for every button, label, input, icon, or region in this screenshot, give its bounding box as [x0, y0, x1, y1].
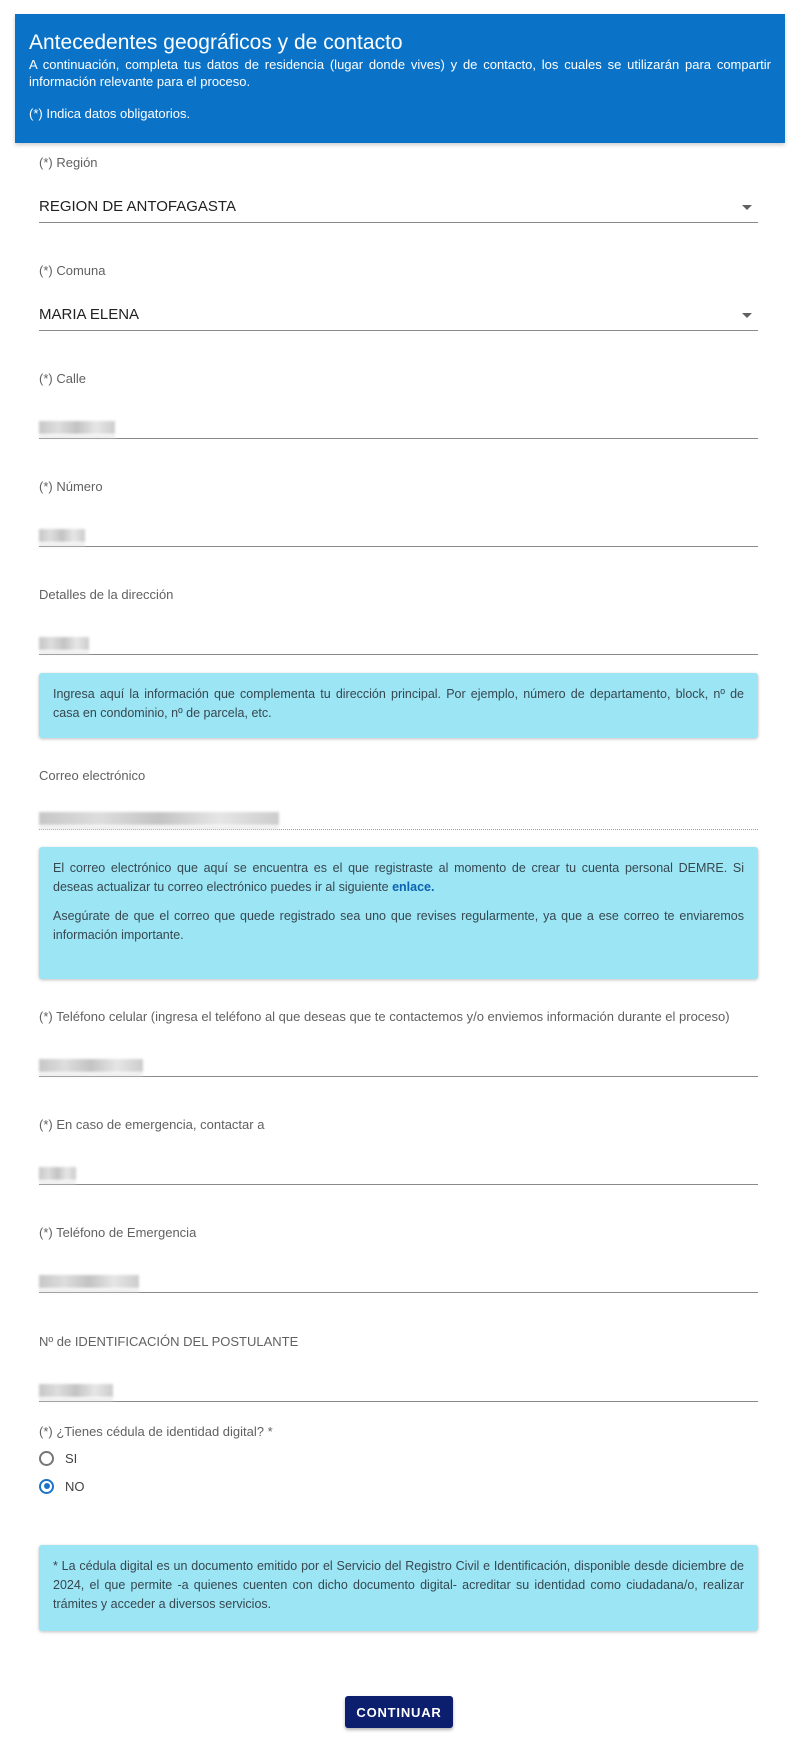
radio-checked-icon[interactable]	[39, 1479, 54, 1494]
emergencia-contacto-input[interactable]	[39, 1152, 758, 1185]
celular-input[interactable]	[39, 1044, 758, 1077]
redacted-value	[39, 1167, 76, 1180]
cedula-question	[39, 1424, 758, 1440]
region-value: REGION DE ANTOFAGASTA	[39, 198, 236, 215]
detalles-info-box	[39, 673, 758, 738]
detalles-input[interactable]	[39, 622, 758, 655]
dropdown-arrow-icon	[742, 313, 752, 318]
calle-field	[39, 371, 758, 387]
region-label: (*) Región	[39, 155, 98, 170]
correo-info-paragraph	[53, 859, 744, 897]
cedula-info-text: * La cédula digital es un documento emitido por el Servicio del Registro Civil e Identificación, disponible desde diciembre de 2024, el que permite -a quienes cuenten con dicho documento digital- acreditar su identidad como ciudadana/o, realizar trámites y acceder a diversos servicios.	[53, 1559, 744, 1611]
continue-button[interactable]: CONTINUAR	[345, 1696, 453, 1728]
section-description: A continuación, completa tus datos de residencia (lugar donde vives) y de contacto, los cuales se utilizarán para compartir información relevante para el proceso.	[29, 57, 771, 89]
redacted-value	[39, 1275, 139, 1288]
region-field	[39, 155, 758, 215]
numero-label: (*) Número	[39, 479, 103, 494]
radio-icon[interactable]	[39, 1451, 54, 1466]
emergencia-contacto-field	[39, 1117, 758, 1133]
comuna-label: (*) Comuna	[39, 263, 106, 278]
radio-option-si[interactable]	[39, 1448, 77, 1468]
numero-input[interactable]	[39, 514, 758, 547]
telefono-emergencia-input[interactable]	[39, 1260, 758, 1293]
correo-label: Correo electrónico	[39, 768, 146, 783]
correo-input	[39, 797, 758, 830]
detalles-label: Detalles de la dirección	[39, 587, 174, 602]
identificacion-label: Nº de IDENTIFICACIÓN DEL POSTULANTE	[39, 1334, 299, 1349]
celular-field	[39, 1009, 758, 1025]
redacted-value	[39, 637, 89, 650]
cedula-question-label: (*) ¿Tienes cédula de identidad digital? *	[39, 1424, 273, 1439]
numero-field	[39, 479, 758, 495]
telefono-emergencia-label: (*) Teléfono de Emergencia	[39, 1225, 197, 1240]
detalles-info-text: Ingresa aquí la información que complementa tu dirección principal. Por ejemplo, número de departamento, block, nº de casa en condominio, nº de parcela, etc.	[53, 687, 744, 720]
detalles-field	[39, 587, 758, 603]
redacted-value	[39, 1059, 143, 1072]
calle-label: (*) Calle	[39, 371, 86, 386]
correo-info-box	[39, 847, 758, 979]
radio-label-si: SI	[65, 1450, 78, 1466]
redacted-value	[39, 421, 115, 434]
comuna-field	[39, 263, 758, 323]
telefono-emergencia-field	[39, 1225, 758, 1241]
region-select[interactable]	[39, 190, 758, 223]
redacted-value	[39, 1384, 113, 1397]
correo-info-text: El correo electrónico que aquí se encuentra es el que registraste al momento de crear tu cuenta personal DEMRE. Si deseas actualizar tu correo electrónico puedes ir al siguiente	[53, 861, 744, 894]
radio-label-no: NO	[65, 1478, 85, 1494]
celular-label: (*) Teléfono celular (ingresa el teléfono al que deseas que te contactemos y/o enviemos información durante el proceso)	[39, 1009, 730, 1024]
redacted-value	[39, 812, 279, 825]
correo-info-text-2: Asegúrate de que el correo que quede registrado sea uno que revises regularmente, ya que a ese correo te enviaremos información importante.	[53, 909, 744, 942]
dropdown-arrow-icon	[742, 205, 752, 210]
update-email-link[interactable]: enlace.	[392, 880, 435, 894]
required-note: (*) Indica datos obligatorios.	[29, 106, 191, 121]
calle-input[interactable]	[39, 406, 758, 439]
comuna-select[interactable]	[39, 298, 758, 331]
section-title: Antecedentes geográficos y de contacto	[29, 31, 403, 54]
comuna-value: MARIA ELENA	[39, 306, 140, 323]
cedula-info-box	[39, 1545, 758, 1631]
section-header	[15, 14, 785, 143]
correo-field	[39, 768, 758, 784]
radio-option-no[interactable]	[39, 1476, 85, 1496]
redacted-value	[39, 529, 85, 542]
identificacion-input	[39, 1369, 758, 1402]
emergencia-contacto-label: (*) En caso de emergencia, contactar a	[39, 1117, 265, 1132]
identificacion-field	[39, 1334, 758, 1350]
